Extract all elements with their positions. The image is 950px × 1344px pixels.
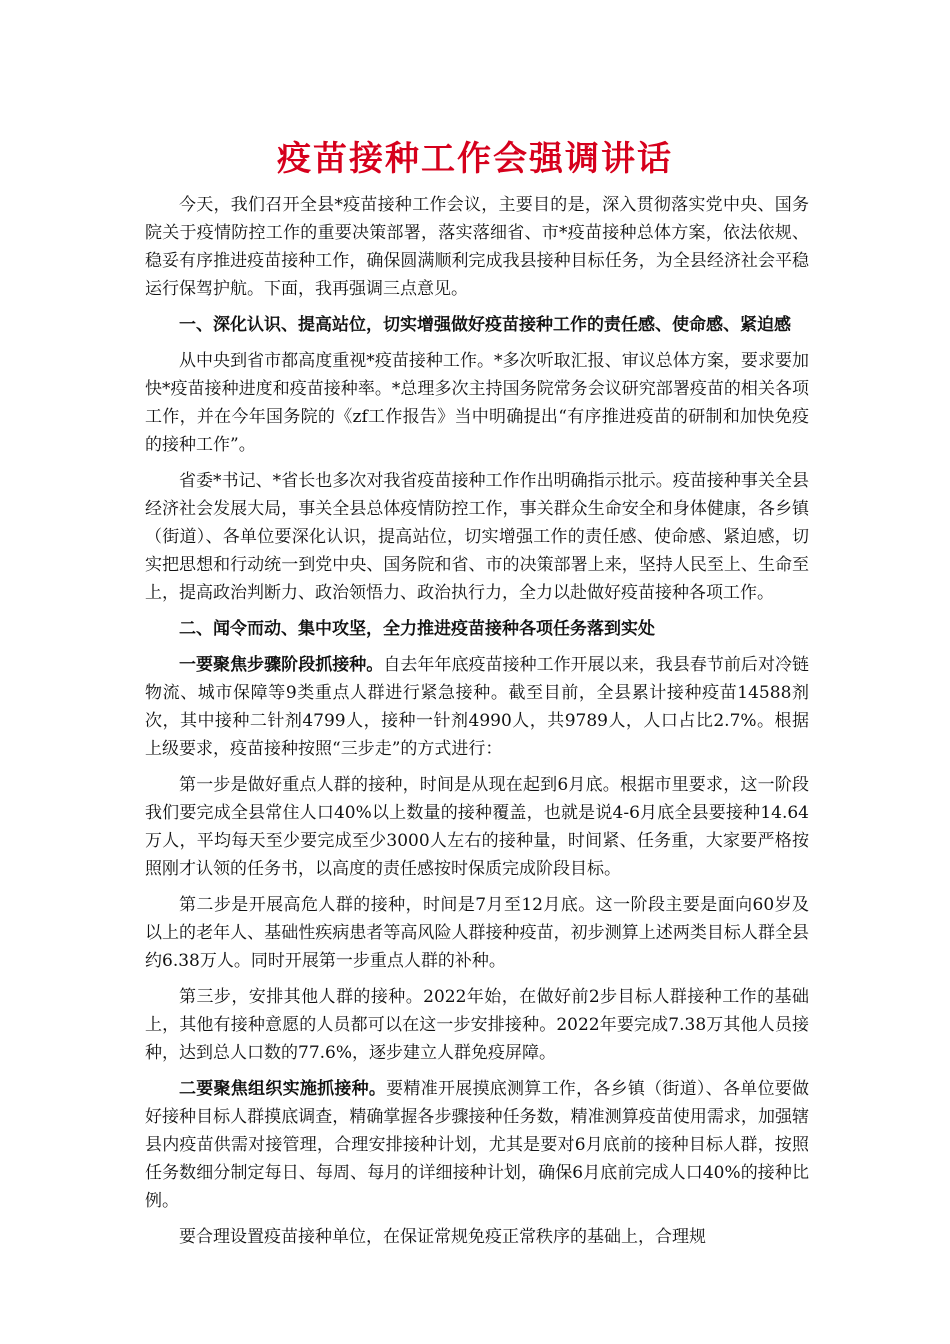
section-2-item-1 — [145, 651, 809, 763]
step-3-paragraph: 第三步，安排其他人群的接种。2022年始，在做好前2步目标人群接种工作的基础上，其他有接种意愿的人员都可以在这一步安排接种。2022年要完成7.38万其他人员接种，达到总人口数的77.6%，逐步建立人群免疫屏障。 — [145, 987, 809, 1063]
item-1-text: 自去年年底疫苗接种工作开展以来，我县春节前后对冷链物流、城市保障等9类重点人群进行紧急接种。截至目前，全县累计接种疫苗14588剂次，其中接种二针剂4799人，接种一针剂4990人，共9789人，人口占比2.7%。根据上级要求，疫苗接种按照“三步走”的方式进行： — [145, 655, 810, 759]
document-body — [145, 191, 809, 1259]
document-title: 疫苗接种工作会强调讲话 — [277, 139, 673, 179]
section-1-paragraph-1: 从中央到省市都高度重视*疫苗接种工作。*多次听取汇报、审议总体方案，要求要加快*疫苗接种进度和疫苗接种率。*总理多次主持国务院常务会议研究部署疫苗的相关各项工作，并在今年国务院的《zf工作报告》当中明确提出“有序推进疫苗的研制和加快免疫的接种工作”。 — [145, 351, 809, 455]
section-1-paragraph-2: 省委*书记、*省长也多次对我省疫苗接种工作作出明确指示批示。疫苗接种事关全县经济社会发展大局，事关全县总体疫情防控工作，事关群众生命安全和身体健康，各乡镇（街道）、各单位要深化认识，提高站位，切实增强工作的责任感、使命感、紧迫感，切实把思想和行动统一到党中央、国务院和省、市的决策部署上来，坚持人民至上、生命至上，提高政治判断力、政治领悟力、政治执行力，全力以赴做好疫苗接种各项工作。 — [145, 471, 809, 603]
last-paragraph: 要合理设置疫苗接种单位，在保证常规免疫正常秩序的基础上，合理规 — [179, 1227, 706, 1247]
item-2-text: 要精准开展摸底测算工作，各乡镇（街道）、各单位要做好接种目标人群摸底调查，精确掌握各步骤接种任务数，精准测算疫苗使用需求，加强辖县内疫苗供需对接管理，合理安排接种计划，尤其是要对6月底前的接种目标人群，按照任务数细分制定每日、每周、每月的详细接种计划，确保6月底前完成人口40%的接种比例。 — [145, 1079, 810, 1211]
section-2-heading: 二、闻令而动、集中攻坚，全力推进疫苗接种各项任务落到实处 — [179, 619, 655, 639]
section-1-heading: 一、深化认识、提高站位，切实增强做好疫苗接种工作的责任感、使命感、紧迫感 — [179, 315, 791, 335]
step-1-paragraph: 第一步是做好重点人群的接种，时间是从现在起到6月底。根据市里要求，这一阶段我们要完成全县常住人口40%以上数量的接种覆盖，也就是说4-6月底全县要接种14.64万人，平均每天至少要完成至少3000人左右的接种量，时间紧、任务重，大家要严格按照刚才认领的任务书，以高度的责任感按时保质完成阶段目标。 — [145, 775, 809, 879]
section-2-item-2 — [145, 1075, 809, 1215]
intro-paragraph: 今天，我们召开全县*疫苗接种工作会议，主要目的是，深入贯彻落实党中央、国务院关于疫情防控工作的重要决策部署，落实落细省、市*疫苗接种总体方案，依法依规、稳妥有序推进疫苗接种工作，确保圆满顺利完成我县接种目标任务，为全县经济社会平稳运行保驾护航。下面，我再强调三点意见。 — [145, 195, 809, 299]
item-2-lead: 二要聚焦组织实施抓接种。 — [179, 1079, 387, 1099]
item-1-lead: 一要聚焦步骤阶段抓接种。 — [179, 655, 384, 675]
step-2-paragraph: 第二步是开展高危人群的接种，时间是7月至12月底。这一阶段主要是面向60岁及以上的老年人、基础性疾病患者等高风险人群接种疫苗，初步测算上述两类目标人群全县约6.38万人。同时开展第一步重点人群的补种。 — [145, 895, 809, 971]
